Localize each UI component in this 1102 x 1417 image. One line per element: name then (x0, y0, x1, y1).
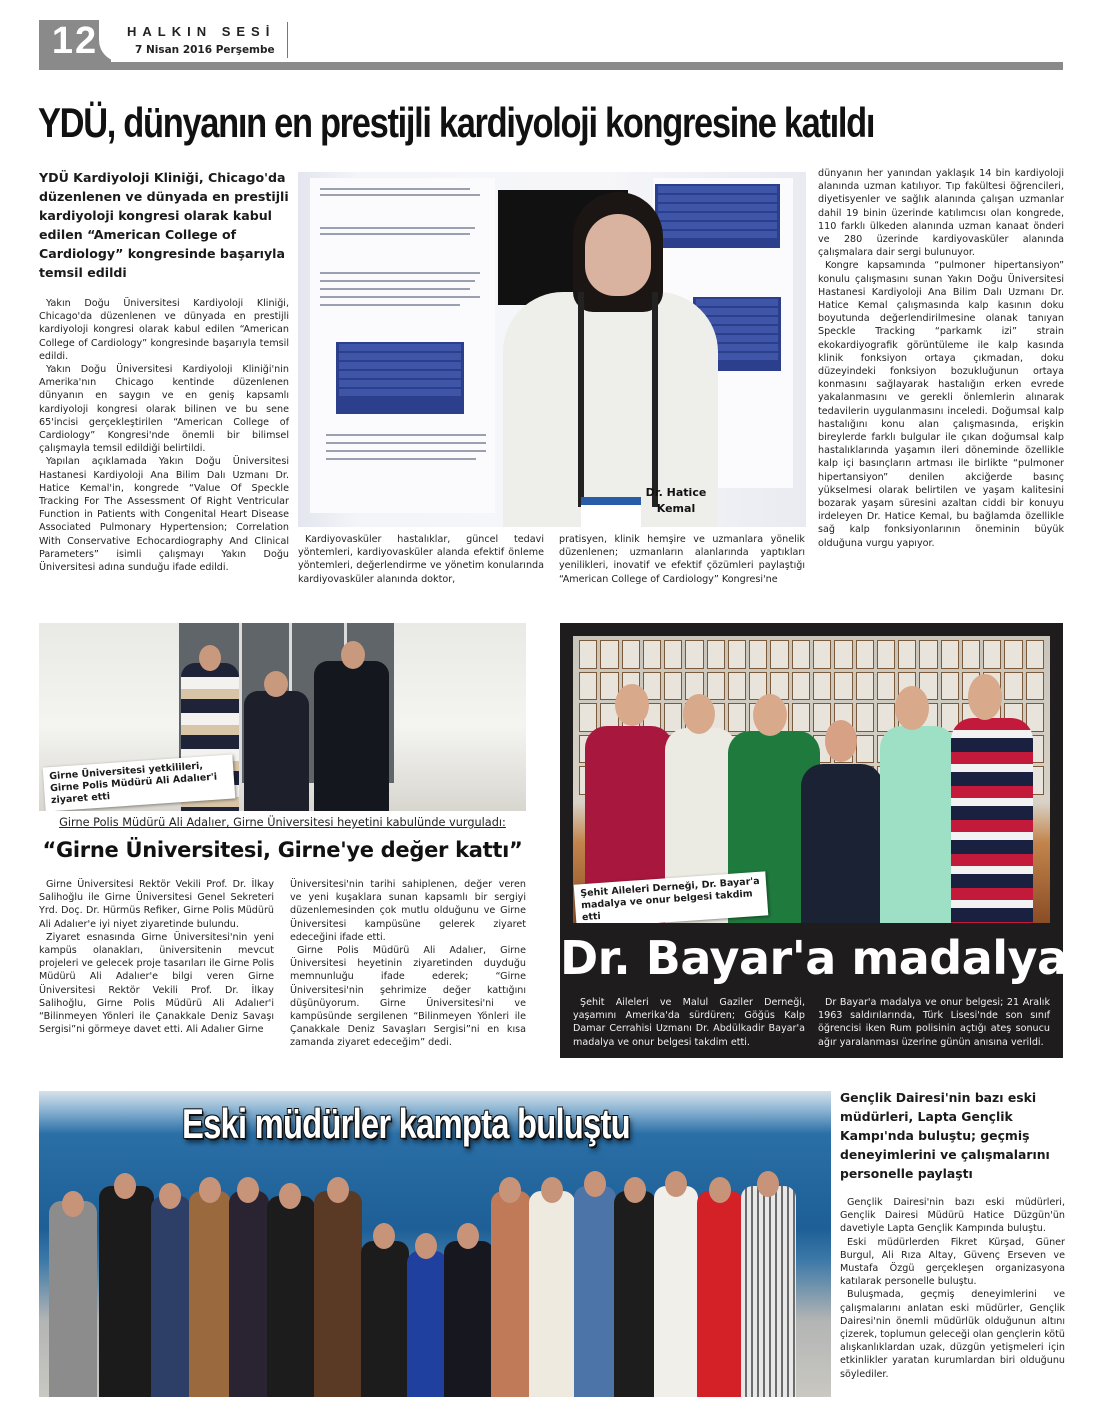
issue-date: 7 Nisan 2016 Perşembe (135, 44, 275, 56)
paragraph: Eski müdürlerden Fikret Kürşad, Güner Burgul, Ali Rıza Altay, Güvenç Erseven ve Mustafa Özgü gerçekleşen organizasyona katılarak personelle buluştu. (840, 1236, 1065, 1288)
poster-table-1 (336, 342, 464, 414)
header-rule (39, 62, 1063, 70)
paragraph: Girne Üniversitesi Rektör Vekili Prof. Dr. İlkay Salihoğlu ile Girne Üniversitesi Genel Sekreteri Yrd. Doç. Dr. Hürmüs Refiker, Girne Polis Müdürü Ali Adalıer'e iyi niyet ziyaretinde bulundu. (39, 879, 274, 930)
paragraph: Girne Polis Müdürü Ali Adalıer, Girne Üniversitesi heyetinin ziyaretinden duyduğu memnunluğu ifade ederek; “Girne Üniversitesi'nin şehrimize değer kattığını düşünüyorum. Girne Üniversitesi'ni ve kampüsünde sergilenen “Bilinmeyen Yönleri ile Çanakkale Deniz Savaşları Sergisi”ni en kısa zamanda ziyaret edeceğim” dedi. (290, 945, 526, 1049)
paragraph: Ziyaret esnasında Girne Üniversitesi'nin yeni kampüs olanakları, üniversitenin mevcut projeleri ve gelecek proje tasarıları ile Girne Polis Müdürü Ali Adalıer'e bilgi veren Girne Üniversitesi Rektör Vekili Prof. Dr. İlkay Salihoğlu, Girne Polis Müdürü Ali Adalıer'i “Bilinmeyen Yönleri ile Çanakkale Deniz Savaşı Sergisi”ni görmeye davet etti. Ali Adalıer Girne (39, 931, 274, 1036)
kamp-column (840, 1196, 1065, 1381)
paragraph: Şehit Aileleri ve Malul Gaziler Derneği, yaşamını Amerika'da sürdüren; Göğüs Kalp Damar Cerrahisi Uzmanı Dr. Abdülkadir Bayar'a madalya ve onur belgesi takdim etti. (573, 997, 805, 1048)
paragraph: Kongre kapsamında “pulmoner hipertansiyon” konulu çalışmasını sunan Yakın Doğu Üniversitesi Hastanesi Kardiyoloji Ana Bilim Dalı Uzmanı Dr. Hatice Kemal çalışmasında kalp kasının doku boyutunda değerlendirilmesine olanak tanıyan Speckle Tracking “parkamk izi” strain ekokardiyografik görüntüleme ile kalp kasında klinik fonksiyon ortaya çıkmadan, doku düzeyindeki fonksiyon bozukluğunun ortaya konmasını sağlayarak hastalığın erken evrede yakalanmasını ve gerekli önlemlerin alınarak tedavilerin uygulanmasını inceledi. Doğumsal kalp hastalığını konu alan çalışmasında, erişkin bireylerde farklı bulgular ile çıkan doğumsal kalp hastalıklarında yaşamın ileri döneminde özellikle kalp içi basınçların artması ile birlikte “pulmoner hipertansiyon” denilen akciğerde basınç yükselmesi olarak belirtilen ve yaşam kalitesini bozarak yaşam süresini azaltan ciddi bir konuyu irdeleyen Dr. Hatice Kemal, bu bağlamda özellikle sağ kalp fonksiyonlarının öneminin büyük olduğuna vurgu yapıyor. (818, 260, 1064, 549)
kamp-lead: Gençlik Dairesi'nin bazı eski müdürleri, Lapta Gençlik Kampı'nda buluştu; geçmiş deneyimlerini ve çalışmalarını personelle paylaştı (840, 1090, 1050, 1181)
paragraph: Yapılan açıklamada Yakın Doğu Üniversitesi Hastanesi Kardiyoloji Ana Bilim Dalı Uzmanı Dr. Hatice Kemal'in, kongrede “Value Of Speckle Tracking For The Assessment Of Right Ventricular Function in Patients with Congenital Heart Disease Associated Pulmonary Hypertension; Correlation With Conservative Echocardiography And Clinical Parameters” isimli çalışmayı Yakın Doğu Üniversitesi adına sunduğu ifade edildi. (39, 456, 289, 574)
ydu-headline: YDÜ, dünyanın en prestijli kardiyoloji kongresine katıldı (38, 99, 875, 146)
poster-photo (298, 172, 806, 527)
bayar-medal-photo (573, 636, 1050, 923)
paragraph: Buluşmada, geçmiş deneyimlerini ve çalışmalarını anlatan eski müdürler, Gençlik Dairesi'nin önemli müdürlük olduğunun altını çizerek, toplumun geleceği olan gençlerin kötü alışkanlıklardan uzak, düzgün yetişmeleri için etkinlikler yaratan kurumlardan biri olduğunu söylediler. (840, 1289, 1065, 1380)
girne-title: “Girne Üniversitesi, Girne'ye değer kattı” (42, 838, 523, 862)
header-divider (287, 22, 288, 58)
paragraph: Dr Bayar'a madalya ve onur belgesi; 21 Aralık 1963 saldırılarında, Türk Lisesi'nde son sınıf öğrencisi iken Rum polisinin açtığı ateş sonucu ağır yaralanması üzerine günün anısına verildi. (818, 997, 1050, 1048)
ydu-column-3 (559, 533, 805, 586)
paragraph: Kardiyovasküler hastalıklar, güncel tedavi yöntemleri, kardiyovasküler alanda efektif önleme yöntemleri, değerlendirme ve yönetim konularında kardiyovasküler alanında doktor, (298, 534, 544, 585)
bayar-title: Dr. Bayar'a madalya (560, 931, 1068, 985)
name-badge (581, 497, 641, 527)
person-rector (244, 691, 309, 811)
paragraph: Gençlik Dairesi'nin bazı eski müdürleri, Gençlik Dairesi Müdürü Hatice Düzgün'ün davetiyle Lapta Gençlik Kampında buluştu. (840, 1197, 1065, 1235)
bayar-column-1 (573, 996, 805, 1049)
youth-camp-group-photo (39, 1091, 831, 1397)
paragraph: pratisyen, klinik hemşire ve uzmanlara yönelik düzenlenen; uzmanların alanlarında yaptıkları yenilikleri, inovatif ve efektif çözümleri paylaştığı “American College of Cardiology” Kongresi'ne (559, 534, 805, 585)
paragraph: Üniversitesi'nin tarihi sahiplenen, değer veren ve yeni kuşaklara sunan kapsamlı bir sergiyi düzenlemesinden çok mutlu olduğunu ve Girne Üniversitesi kampüsüne gelerek ziyaret edeceğini ifade etti. (290, 879, 526, 943)
ydu-lead: YDÜ Kardiyoloji Kliniği, Chicago'da düzenlenen ve dünyada en prestijli kardiyoloji kongresi olarak kabul edilen “American College of Cardiology” kongresinde başarıyla temsil edildi (39, 170, 289, 280)
paragraph: Yakın Doğu Üniversitesi Kardiyoloji Kliniği'nin Amerika'nın Chicago kentinde düzenlenen dünyanın en saygın ve en geniş kapsamlı kardiyoloji kongresi olarak bilinen ve bu sene 65'incisi gerçekleştirilen “American College of Cardiology” Kongresi'nde önemli bir bilimsel çalışmayla temsil edildiği belirtildi. (39, 364, 289, 455)
girne-photo-tag: Girne Üniversitesi yetkilileri, Girne Polis Müdürü Ali Adalıer'i ziyaret etti (43, 754, 236, 811)
photo-caption-hatice-kemal: Dr. Hatice Kemal (645, 486, 707, 515)
ydu-column-1 (39, 297, 289, 574)
paragraph: Yakın Doğu Üniversitesi Kardiyoloji Kliniği, Chicago'da düzenlenen ve dünyada en prestijli kardiyoloji kongresi olarak kabul edilen “American College of Cardiology” kongresinde başarıyla temsil edildi. (39, 298, 289, 362)
ydu-column-4 (818, 167, 1064, 550)
dr-hatice-kemal (503, 192, 718, 527)
bayar-photo-tag: Şehit Aileleri Derneği, Dr. Bayar'a madalya ve onur belgesi takdim etti (574, 871, 769, 923)
page-header (39, 20, 1063, 70)
kamp-photo-title: Eski müdürler kampta buluştu (182, 1100, 630, 1147)
girne-column-2 (290, 878, 526, 1050)
girne-university-photo (39, 623, 526, 811)
person-police-chief (314, 661, 389, 811)
bayar-column-2 (818, 996, 1050, 1049)
girne-subheading: Girne Polis Müdürü Ali Adalıer, Girne Üniversitesi heyetini kabulünde vurguladı: (59, 816, 506, 829)
girne-column-1 (39, 878, 274, 1036)
newspaper-name: HALKIN SESİ (127, 24, 276, 39)
ydu-column-2 (298, 533, 544, 586)
paragraph: dünyanın her yanından yaklaşık 14 bin kardiyoloji alanında uzman katılıyor. Tıp fakültesi öğrencileri, diyetisyenler ve sağlık alanında çalışan uzmanlar dahil 19 binin üzerinde katılımcısı olan kongrede, 110 farklı ülkeden alanında uzman kanaat önderi ve 280 üzerinde kardiyovasküler alanında çalışmalara dair sergi bulunuyor. (818, 168, 1064, 259)
person-mint-shirt (880, 726, 956, 923)
person-woman-navy (801, 764, 883, 923)
bayar-article-box (560, 623, 1068, 1058)
page-number: 12 (51, 20, 99, 62)
person-striped-shirt (951, 718, 1033, 923)
